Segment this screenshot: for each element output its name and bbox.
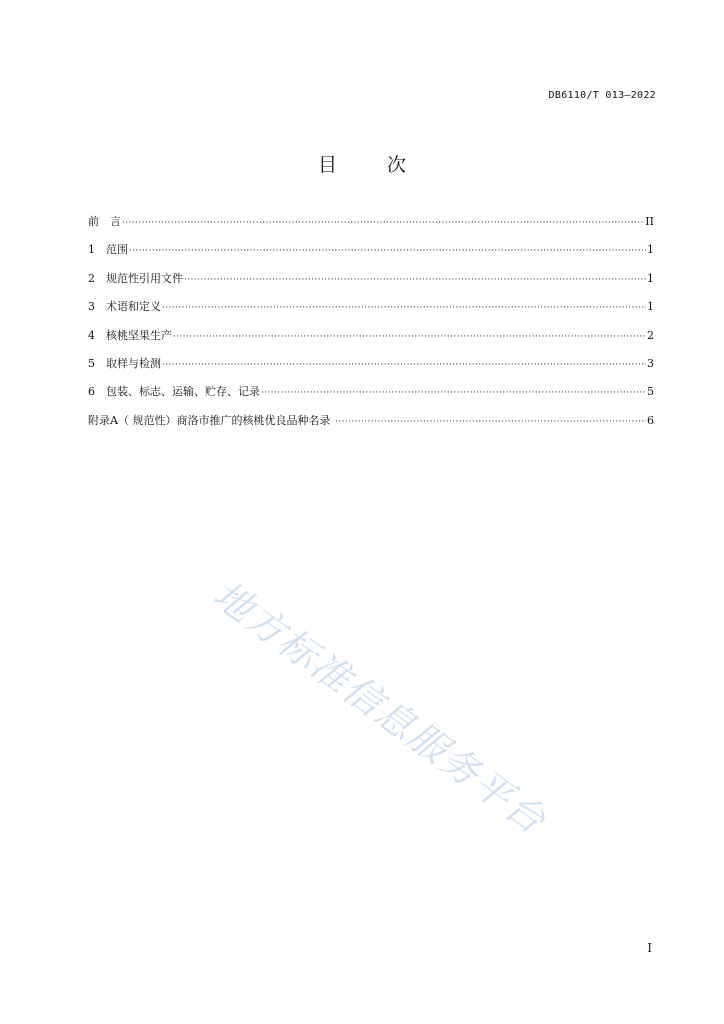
toc-entry-page: 1 — [647, 243, 654, 257]
toc-entry-label: 6 包装、标志、运输、贮存、记录 — [88, 385, 260, 399]
toc-leader-dots — [122, 218, 644, 228]
page-number: I — [647, 941, 652, 955]
toc-entry-foreword[interactable] — [88, 213, 654, 241]
toc-leader-dots — [162, 360, 646, 370]
toc-entry-label: 附录A（ 规范性）商洛市推广的核桃优良品种名录 — [88, 413, 334, 427]
toc-leader-dots — [173, 332, 646, 342]
toc-entry-page: 3 — [647, 356, 654, 370]
toc-entry-sampling-testing[interactable] — [88, 355, 654, 383]
toc-title: 目 次 — [317, 154, 429, 176]
toc-entry-normative-references[interactable] — [88, 270, 654, 298]
toc-entry-scope[interactable] — [88, 241, 654, 269]
toc-entry-label: 4 核桃坚果生产 — [88, 328, 172, 342]
toc-entry-page: 5 — [647, 385, 654, 399]
toc-entry-page: 6 — [647, 413, 654, 427]
watermark: 地方标准信息服务平台 — [205, 572, 555, 844]
toc-entry-label: 1 范围 — [88, 243, 128, 257]
toc-entry-terms-definitions[interactable] — [88, 298, 654, 326]
toc-entry-page: 2 — [647, 328, 654, 342]
toc-entry-walnut-production[interactable] — [88, 327, 654, 355]
toc-leader-dots — [129, 246, 646, 256]
toc-leader-dots — [335, 417, 646, 427]
toc-entry-page: 1 — [647, 300, 654, 314]
toc-entry-page: II — [645, 215, 654, 228]
toc-leader-dots — [184, 275, 646, 285]
toc-leader-dots — [162, 303, 646, 313]
toc-leader-dots — [261, 388, 646, 398]
document-code: DB6110/T 013—2022 — [548, 90, 656, 101]
table-of-contents — [88, 213, 654, 440]
toc-entry-appendix-a[interactable] — [88, 412, 654, 440]
toc-entry-label: 2 规范性引用文件 — [88, 271, 183, 285]
toc-entry-label: 5 取样与检测 — [88, 356, 161, 370]
toc-entry-label: 3 术语和定义 — [88, 300, 161, 314]
toc-entry-packaging[interactable] — [88, 383, 654, 411]
toc-entry-label: 前 言 — [88, 215, 121, 228]
toc-entry-page: 1 — [647, 271, 654, 285]
